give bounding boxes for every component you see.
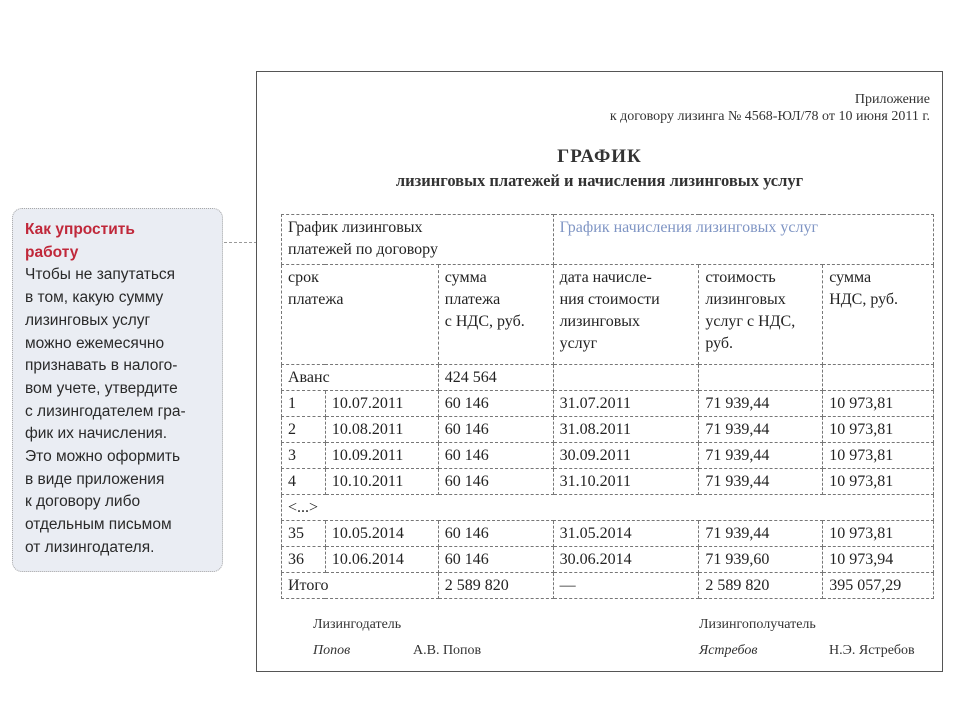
cell-num: 36 xyxy=(282,547,326,573)
empty-cell xyxy=(699,365,823,391)
cell-accrual-date: 30.09.2011 xyxy=(553,443,699,469)
tip-line: с лизингодателем гра- xyxy=(25,402,186,420)
tip-line: от лизингодателя. xyxy=(25,538,155,556)
empty-cell xyxy=(553,365,699,391)
group-header-payments: График лизинговых платежей по договору xyxy=(282,215,554,265)
lessor-name: А.В. Попов xyxy=(413,643,482,658)
cell-amount: 60 146 xyxy=(438,443,553,469)
schedule-table xyxy=(281,214,934,599)
total-vat: 395 057,29 xyxy=(823,573,934,599)
table-row xyxy=(282,469,934,495)
cell-num: 2 xyxy=(282,417,326,443)
cell-cost: 71 939,44 xyxy=(699,391,823,417)
table-group-header-row xyxy=(282,215,934,265)
cell-vat: 10 973,81 xyxy=(823,521,934,547)
cell-num: 4 xyxy=(282,469,326,495)
tip-line: Чтобы не запутаться xyxy=(25,266,176,284)
cell-vat: 10 973,81 xyxy=(823,391,934,417)
column-header-accrual-date: дата начисле- ния стоимости лизинговых услуг xyxy=(553,265,699,365)
document-page xyxy=(256,71,943,672)
cell-amount: 60 146 xyxy=(438,469,553,495)
cell-accrual-date: 31.07.2011 xyxy=(553,391,699,417)
ellipsis-cell: <...> xyxy=(282,495,934,521)
total-amount: 2 589 820 xyxy=(438,573,553,599)
table-row xyxy=(282,521,934,547)
cell-accrual-date: 31.10.2011 xyxy=(553,469,699,495)
group-header-accrual: График начисления лизинговых услуг xyxy=(553,215,933,265)
table-row xyxy=(282,417,934,443)
table-row xyxy=(282,547,934,573)
cell-date: 10.09.2011 xyxy=(325,443,438,469)
cell-vat: 10 973,81 xyxy=(823,417,934,443)
column-header-vat: сумма НДС, руб. xyxy=(823,265,934,365)
tip-line: признавать в налого- xyxy=(25,357,178,375)
total-label: Итого xyxy=(282,573,439,599)
cell-num: 3 xyxy=(282,443,326,469)
column-header-cost: стоимость лизинговых услуг с НДС, руб. xyxy=(699,265,823,365)
tip-line: в виде приложения xyxy=(25,470,165,488)
cell-vat: 10 973,81 xyxy=(823,469,934,495)
cell-date: 10.07.2011 xyxy=(325,391,438,417)
tip-box xyxy=(12,208,223,572)
table-column-header-row xyxy=(282,265,934,365)
tip-line: можно ежемесячно xyxy=(25,334,165,352)
column-header-amount: сумма платежа с НДС, руб. xyxy=(438,265,553,365)
cell-cost: 71 939,44 xyxy=(699,469,823,495)
tip-line: фик их начисления. xyxy=(25,425,168,443)
tip-line: отдельным письмом xyxy=(25,516,172,534)
cell-amount: 60 146 xyxy=(438,391,553,417)
tip-heading-line-1: Как упростить xyxy=(25,221,135,238)
appendix-label: Приложение xyxy=(854,92,930,107)
tip-line: Это можно оформить xyxy=(25,448,181,466)
document-subtitle: лизинговых платежей и начисления лизинговых услуг xyxy=(395,171,804,190)
cell-vat: 10 973,81 xyxy=(823,443,934,469)
tip-line: лизинговых услуг xyxy=(25,311,151,329)
cell-vat: 10 973,94 xyxy=(823,547,934,573)
column-header-term: срок платежа xyxy=(282,265,439,365)
cell-date: 10.08.2011 xyxy=(325,417,438,443)
cell-cost: 71 939,44 xyxy=(699,521,823,547)
cell-num: 1 xyxy=(282,391,326,417)
table-row xyxy=(282,391,934,417)
cell-accrual-date: 30.06.2014 xyxy=(553,547,699,573)
cell-date: 10.10.2011 xyxy=(325,469,438,495)
total-accrual-date: — xyxy=(553,573,699,599)
cell-accrual-date: 31.08.2011 xyxy=(553,417,699,443)
table-row-ellipsis xyxy=(282,495,934,521)
lessor-label: Лизингодатель xyxy=(313,617,402,632)
tip-heading-line-2: работу xyxy=(25,243,79,261)
total-cost: 2 589 820 xyxy=(699,573,823,599)
cell-date: 10.05.2014 xyxy=(325,521,438,547)
cell-cost: 71 939,60 xyxy=(699,547,823,573)
appendix-header xyxy=(610,91,930,125)
cell-amount: 60 146 xyxy=(438,417,553,443)
lessor-signature: Попов xyxy=(313,643,351,658)
table-row xyxy=(282,443,934,469)
lessee-label: Лизингополучатель xyxy=(699,617,816,632)
empty-cell xyxy=(823,365,934,391)
tip-line: к договору либо xyxy=(25,493,141,511)
cell-accrual-date: 31.05.2014 xyxy=(553,521,699,547)
lessee-name: Н.Э. Ястребов xyxy=(829,643,915,658)
cell-date: 10.06.2014 xyxy=(325,547,438,573)
advance-label: Аванс xyxy=(282,365,439,391)
table-row-advance xyxy=(282,365,934,391)
lessee-signature: Ястребов xyxy=(699,643,758,658)
table-row-total xyxy=(282,573,934,599)
cell-cost: 71 939,44 xyxy=(699,443,823,469)
cell-num: 35 xyxy=(282,521,326,547)
advance-amount: 424 564 xyxy=(438,365,553,391)
document-title: ГРАФИК xyxy=(557,146,642,167)
cell-cost: 71 939,44 xyxy=(699,417,823,443)
tip-line: вом учете, утвердите xyxy=(25,379,178,397)
cell-amount: 60 146 xyxy=(438,521,553,547)
cell-amount: 60 146 xyxy=(438,547,553,573)
appendix-reference: к договору лизинга № 4568-ЮЛ/78 от 10 июня 2011 г. xyxy=(609,109,930,124)
tip-line: в том, какую сумму xyxy=(25,289,164,307)
